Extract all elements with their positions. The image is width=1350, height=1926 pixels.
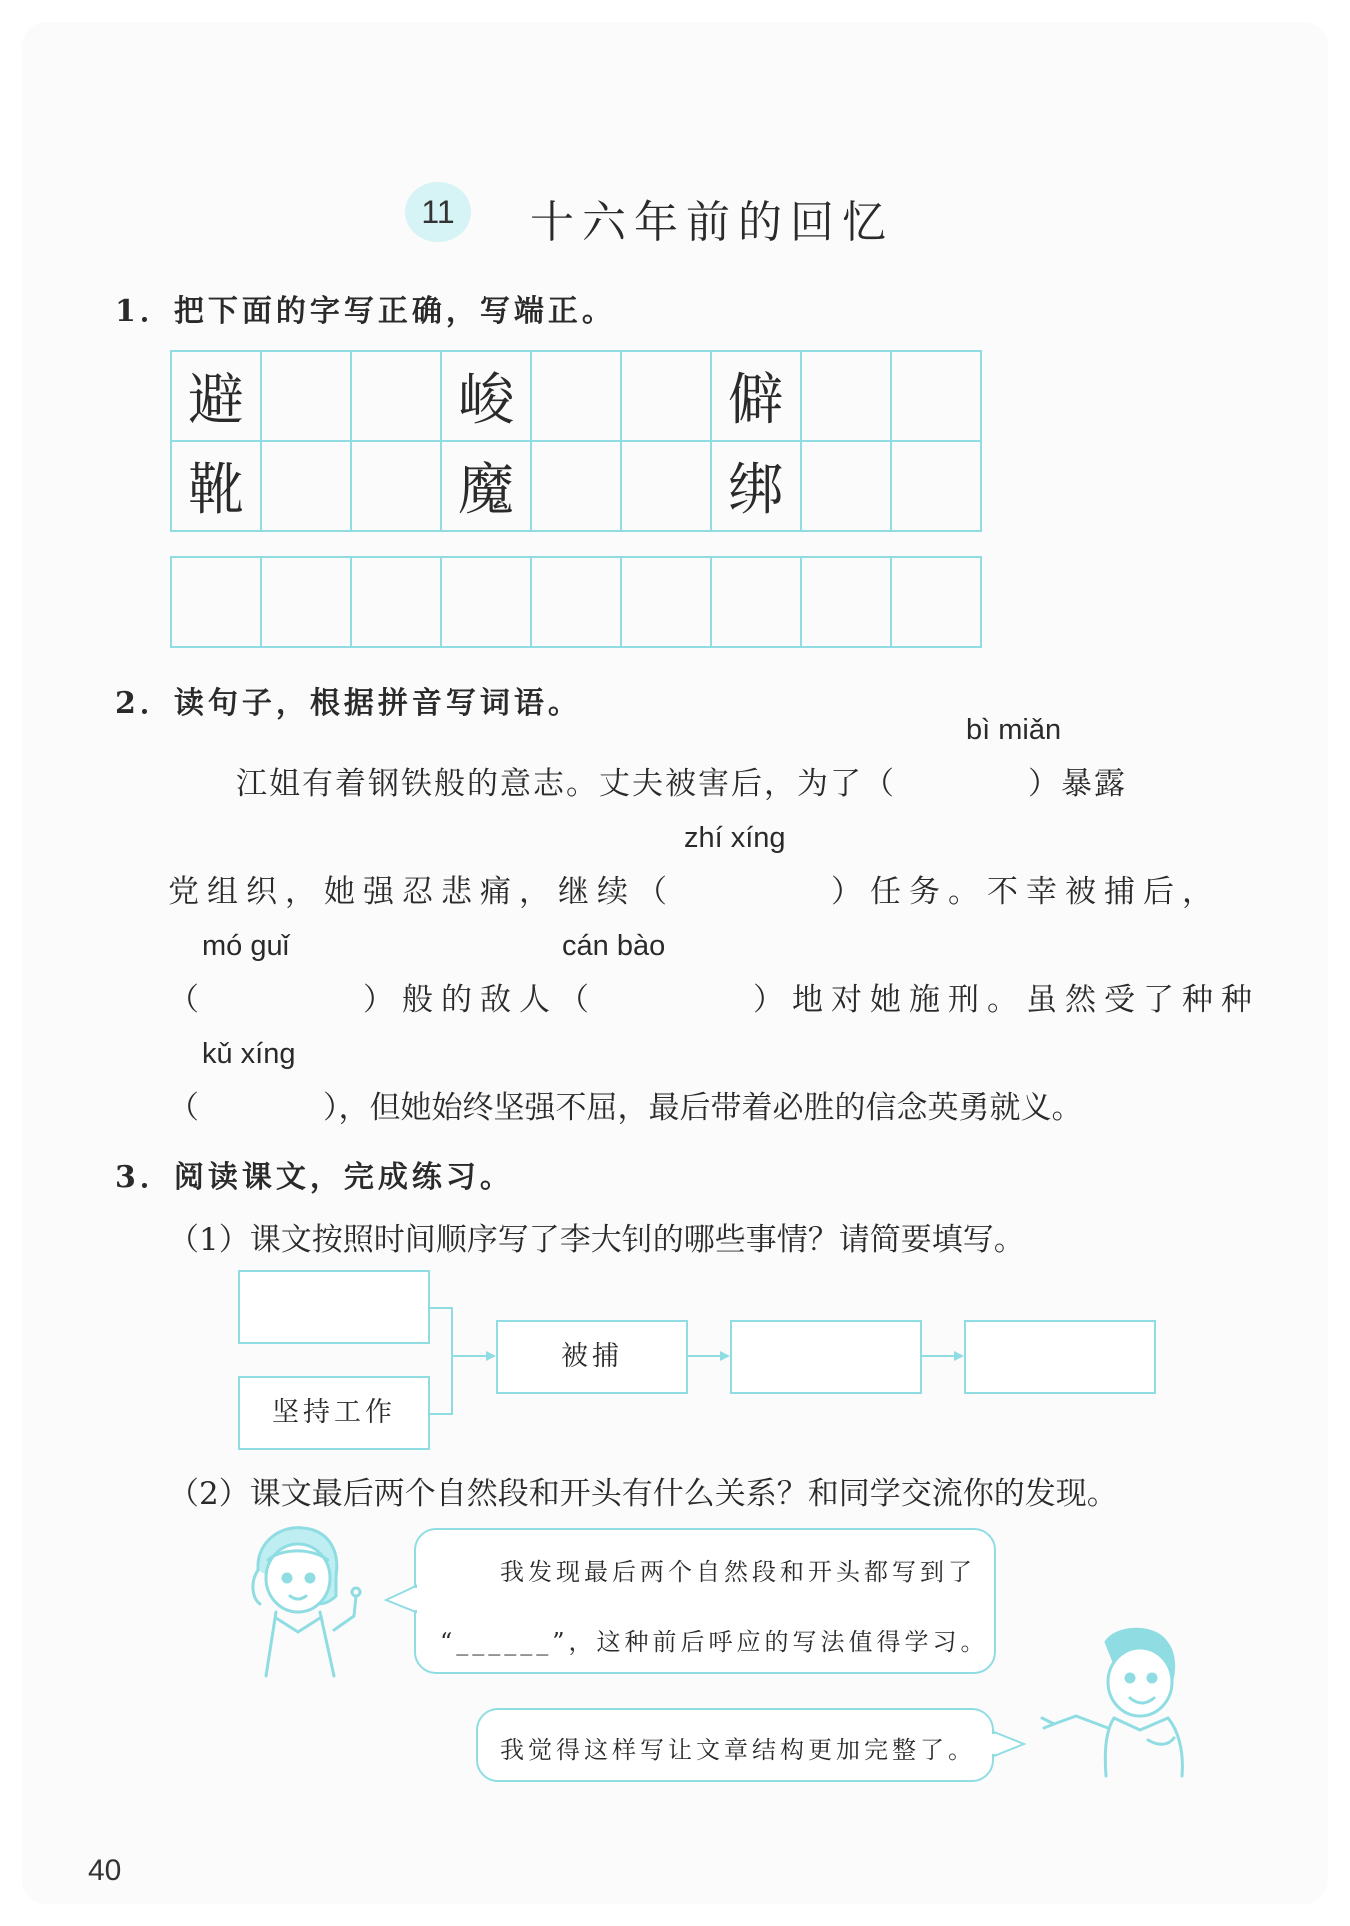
pinyin-label: mó guǐ xyxy=(202,930,290,962)
page-number: 40 xyxy=(88,1854,122,1887)
passage-line-1: 江姐有着钢铁般的意志。丈夫被害后，为了（ ）暴露 xyxy=(236,766,1127,802)
arrow-head-icon xyxy=(954,1351,964,1361)
grid-cell: 靴 xyxy=(171,441,261,531)
speech-bubble-tail xyxy=(384,1584,418,1614)
flow-box-event-1[interactable] xyxy=(238,1270,430,1344)
arrow-head-icon xyxy=(720,1351,730,1361)
grid-cell: 僻 xyxy=(711,351,801,441)
passage-line-2: 党组织，她强忍悲痛，继续（ ）任务。不幸被捕后， xyxy=(168,874,1221,910)
connector-line xyxy=(430,1356,452,1414)
speech-bubble-tail xyxy=(992,1730,1026,1760)
question-1-title: 1．把下面的字写正确，写端正。 xyxy=(115,294,616,329)
connector-line xyxy=(430,1308,452,1356)
bubble-boy-text: 我觉得这样写让文章结构更加完整了。 xyxy=(500,1736,976,1764)
bubble-girl-line-1: 我发现最后两个自然段和开头都写到了 xyxy=(500,1558,976,1586)
passage-line-4: （ ），但她始终坚强不屈，最后带着必胜的信念英勇就义。 xyxy=(168,1090,1083,1126)
question-2-title: 2．读句子，根据拼音写词语。 xyxy=(115,686,582,721)
flow-box-arrested: 被捕 xyxy=(496,1320,688,1394)
flow-box-event-3[interactable] xyxy=(730,1320,922,1394)
grid-cell: 避 xyxy=(171,351,261,441)
pinyin-label: cán bào xyxy=(562,930,666,962)
question-3-part-2: （2）课文最后两个自然段和开头有什么关系？和同学交流你的发现。 xyxy=(168,1476,1118,1512)
girl-student-illustration xyxy=(238,1520,388,1680)
flow-box-event-4[interactable] xyxy=(964,1320,1156,1394)
grid-cell: 峻 xyxy=(441,351,531,441)
pinyin-label: zhí xíng xyxy=(684,822,786,854)
boy-student-illustration xyxy=(1036,1620,1206,1780)
question-3-part-1: （1）课文按照时间顺序写了李大钊的哪些事情？请简要填写。 xyxy=(168,1222,1025,1258)
grid-cell: 绑 xyxy=(711,441,801,531)
flow-box-keep-working: 坚持工作 xyxy=(238,1376,430,1450)
pinyin-label: bì miǎn xyxy=(966,714,1062,746)
pinyin-label: kǔ xíng xyxy=(202,1038,296,1070)
passage-line-3: （ ）般的敌人（ ）地对她施刑。虽然受了种种 xyxy=(168,982,1260,1018)
grid-cell: 魔 xyxy=(441,441,531,531)
bubble-girl-line-2: “______”，这种前后呼应的写法值得学习。 xyxy=(440,1628,989,1656)
question-3-title: 3．阅读课文，完成练习。 xyxy=(115,1160,514,1195)
lesson-number-badge: 11 xyxy=(405,182,471,242)
lesson-title: 十六年前的回忆 xyxy=(530,197,894,248)
arrow-head-icon xyxy=(486,1351,496,1361)
